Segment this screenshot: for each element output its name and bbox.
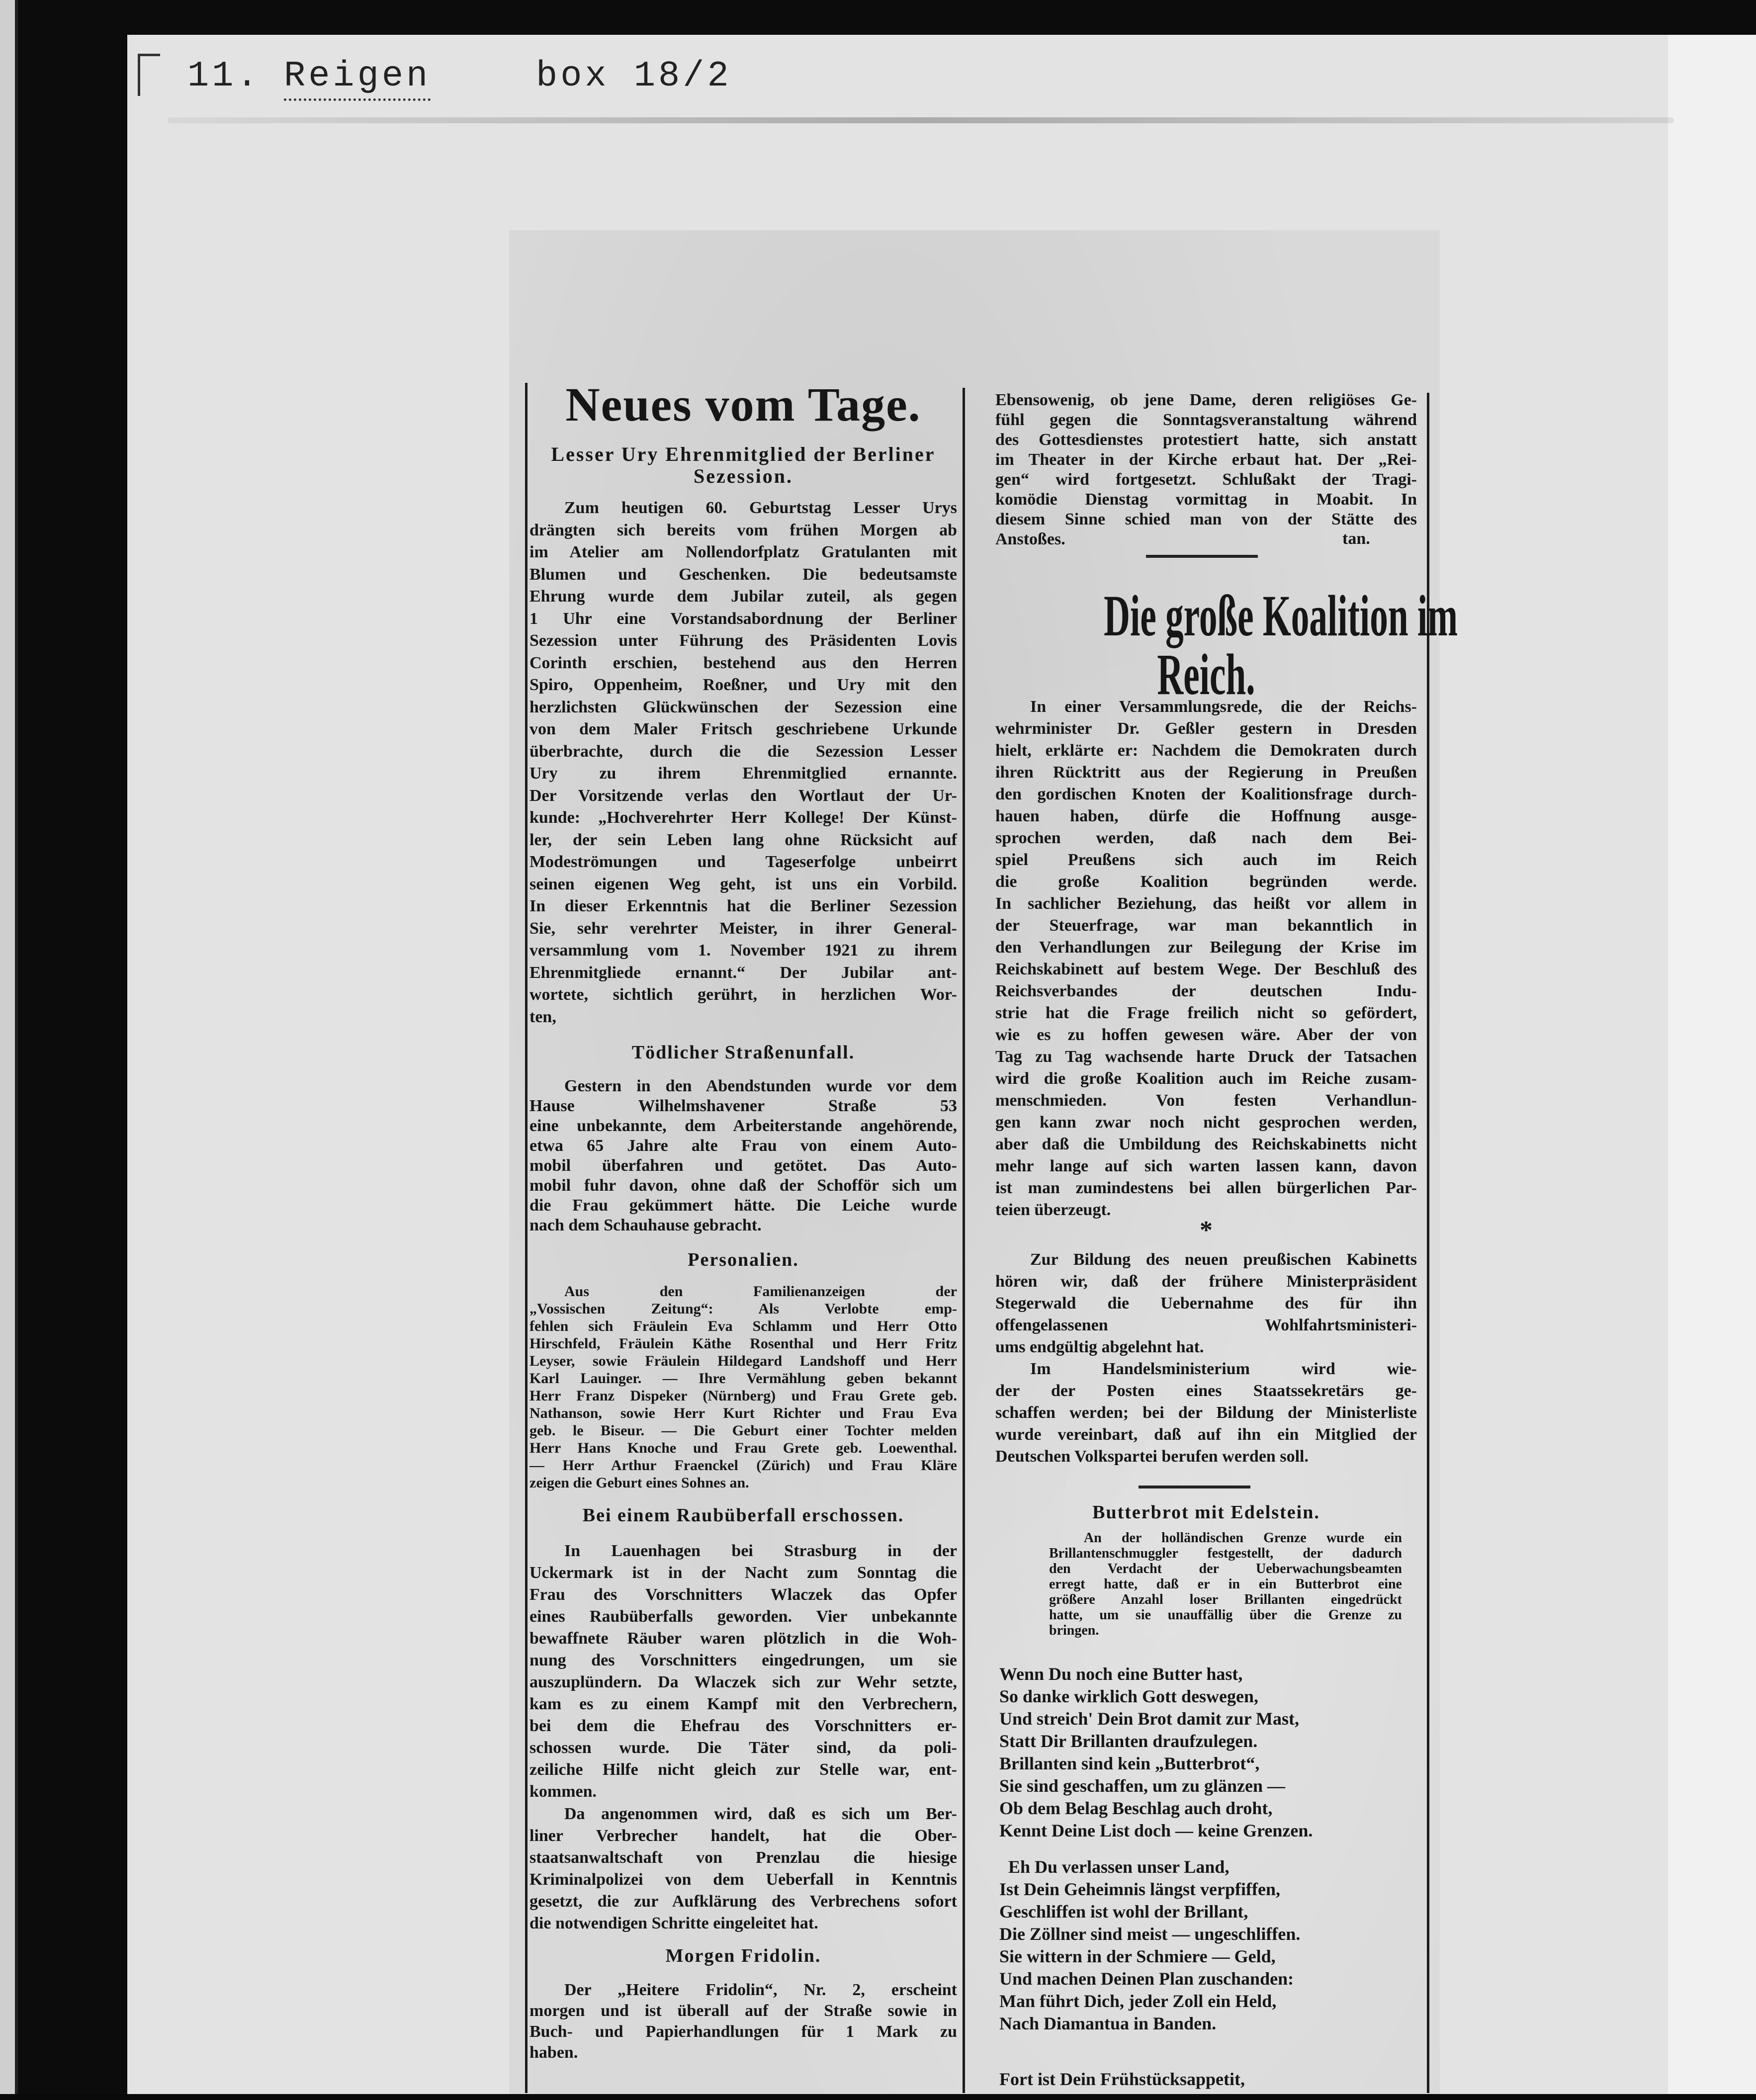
text-line: Ebensowenig, ob jene Dame, deren religiöses Ge- [995, 391, 1417, 409]
text-line: Der Vorsitzende verlas den Wortlaut der Ur- [529, 786, 957, 805]
article-body-personalien [529, 1283, 957, 1491]
text-line: Eh Du verlassen unser Land, [999, 1857, 1229, 1877]
text-line: Stegerwald die Uebernahme des für ihn [995, 1294, 1417, 1312]
text-line: Geschliffen ist wohl der Brillant, [999, 1902, 1248, 1922]
text-line: den Verdacht der Ueberwachungsbeamten [1049, 1561, 1402, 1576]
text-line: bei dem die Ehefrau des Vorschnitters er- [529, 1717, 957, 1735]
text-line: Ehrung wurde dem Jubilar zuteil, als gegen [529, 587, 957, 606]
text-line: Herr Franz Dispeker (Nürnberg) und Frau Grete geb. [529, 1388, 957, 1404]
text-line: die Frau gekümmert hätte. Die Leiche wurde [529, 1196, 957, 1215]
mount-sheet-margin [1668, 35, 1756, 2096]
text-line: der der Posten eines Staatssekretärs ge- [995, 1382, 1417, 1400]
article-divider [1146, 555, 1258, 558]
text-line: mehr lange auf sich warten lassen kann, davon [995, 1157, 1417, 1175]
text-line: im Theater in der Kirche erbaut hat. Der „Rei- [995, 450, 1417, 469]
article-body-fridolin [529, 1980, 957, 2063]
heading-line: Reich. [1157, 642, 1255, 707]
text-line: hauen haben, dürfe die Hoffnung ausge- [995, 807, 1417, 825]
text-line: seinen eigenen Weg geht, ist uns ein Vorbild. [529, 875, 957, 893]
text-line: Uckermark ist in der Nacht zum Sonntag die [529, 1564, 957, 1582]
text-line: ums endgültig abgelehnt hat. [995, 1338, 1204, 1356]
text-line: Brillanten sind kein „Butterbrot“, [999, 1753, 1260, 1773]
article-body-handelsministerium [995, 1358, 1417, 1468]
poem-stanza-1 [999, 1663, 1417, 1842]
text-line: nung des Vorschnitters eingedrungen, um sie [529, 1651, 957, 1669]
text-line: des Gottesdienstes protestiert hatte, sich anstatt [995, 431, 1417, 449]
text-line: Kriminalpolizei von dem Ueberfall in Kenntnis [529, 1870, 957, 1889]
text-line: herzlichsten Glückwünschen der Sezession eine [529, 698, 957, 716]
column-rule-left [525, 383, 527, 2093]
article-intro-butterbrot [1049, 1530, 1402, 1638]
article-divider [1139, 1486, 1250, 1488]
heading-line: Sezession. [694, 465, 793, 487]
text-line: Ist Dein Geheimnis längst verpfiffen, [999, 1879, 1280, 1899]
text-line: kommen. [529, 1782, 597, 1801]
text-line: Buch- und Papierhandlungen für 1 Mark zu [529, 2022, 957, 2041]
text-line: drängten sich bereits vom frühen Morgen ab [529, 521, 957, 539]
article-heading-unfall: Tödlicher Straßenunfall. [631, 1042, 855, 1063]
heading-line: Lesser Ury Ehrenmitglied der Berliner [551, 443, 936, 465]
text-line: Ury zu ihrem Ehrenmitglied ernannte. [529, 764, 957, 783]
text-line: wortete, sichtlich gerührt, in herzlichen Wor- [529, 985, 957, 1004]
text-line: Wenn Du noch eine Butter hast, [999, 1664, 1243, 1684]
text-line: ler, der sein Leben lang ohne Rücksicht auf [529, 830, 957, 849]
text-line: zeiliche Hilfe nicht gleich zur Stelle war, ent- [529, 1760, 957, 1779]
text-line: eine unbekannte, dem Arbeiterstande angehörende, [529, 1117, 957, 1135]
text-line: schaffen werden; bei der Bildung der Ministerliste [995, 1403, 1417, 1422]
text-line: Brillantenschmuggler festgestellt, der dadurch [1049, 1546, 1402, 1561]
text-line: In einer Versammlungsrede, die der Reichs- [1030, 698, 1417, 716]
article-body-koalition [995, 696, 1417, 1221]
text-line: aber daß die Umbildung des Reichskabinetts nicht [995, 1135, 1417, 1153]
text-line: ten, [529, 1007, 556, 1026]
text-line: auszuplündern. Da Wlaczek sich zur Wehr setzte, [529, 1673, 957, 1691]
text-line: menschmieden. Von festen Verhandlun- [995, 1091, 1417, 1110]
text-line: hielt, erklärte er: Nachdem die Demokraten durch [995, 741, 1417, 760]
text-line: — Herr Arthur Fraenckel (Zürich) und Frau Kläre [529, 1457, 957, 1474]
text-line: Nach Diamantua in Banden. [999, 2013, 1217, 2033]
article-body-ury [529, 497, 957, 1028]
text-line: „Vossischen Zeitung“: Als Verlobte emp- [529, 1301, 957, 1317]
author-signature: tan. [1342, 529, 1370, 548]
text-line: bringen. [1049, 1623, 1099, 1638]
text-line: morgen und ist überall auf der Straße sowie in [529, 2002, 957, 2020]
text-line: der Steuerfrage, war man bekanntlich in [995, 916, 1417, 935]
text-line: Und streich' Dein Brot damit zur Mast, [999, 1709, 1299, 1729]
article-heading-butterbrot: Butterbrot mit Edelstein. [1092, 1502, 1320, 1523]
text-line: Und machen Deinen Plan zuschanden: [999, 1969, 1294, 1989]
asterisk-separator: * [1200, 1216, 1213, 1244]
text-line: Man führt Dich, jeder Zoll ein Held, [999, 1991, 1277, 2011]
text-line: mobil überfahren und getötet. Das Auto- [529, 1156, 957, 1175]
text-line: Sie wittern in der Schmiere — Geld, [999, 1946, 1276, 1966]
text-line: kunde: „Hochverehrter Herr Kollege! Der Künst- [529, 808, 957, 827]
text-line: Anstoßes. [995, 530, 1065, 548]
article-heading-personalien: Personalien. [688, 1249, 799, 1270]
text-line: gen kann zwar noch nicht gesprochen werden, [995, 1113, 1417, 1132]
text-line: erregt hatte, daß er in ein Butterbrot eine [1049, 1576, 1402, 1592]
text-line: Hirschfeld, Fräulein Käthe Rosenthal und Herr Fritz [529, 1335, 957, 1352]
text-line: Der „Heitere Fridolin“, Nr. 2, erscheint [564, 1981, 957, 1999]
text-line: wie es zu hoffen gewesen wäre. Aber der von [995, 1026, 1417, 1044]
text-line: diesem Sinne schied man von der Stätte des [995, 510, 1417, 528]
text-line: wird die große Koalition auch im Reiche zusam- [995, 1069, 1417, 1088]
text-line: kam es zu einem Kampf mit den Verbrechern, [529, 1695, 957, 1713]
text-line: eines Raubüberfalls geworden. Vier unbekannte [529, 1607, 957, 1626]
text-line: den Verhandlungen zur Beilegung der Krise im [995, 938, 1417, 957]
text-line: teien überzeugt. [995, 1201, 1111, 1219]
folder-number: 11. [187, 56, 261, 96]
text-line: wehrminister Dr. Geßler gestern in Dresden [995, 719, 1417, 738]
text-line: In dieser Erkenntnis hat die Berliner Sezession [529, 897, 957, 915]
text-line: Spiro, Oppenheim, Roeßner, und Ury mit den [529, 676, 957, 694]
text-line: Ehrenmitgliede ernannt.“ Der Jubilar ant- [529, 963, 957, 982]
text-line: überbrachte, durch die die Sezession Lesser [529, 742, 957, 761]
text-line: ist man zumindestens bei allen bürgerlichen Par- [995, 1179, 1417, 1197]
text-line: gen“ wird fortgesetzt. Schlußakt der Tragi- [995, 470, 1417, 489]
text-line: Gestern in den Abendstunden wurde vor dem [564, 1077, 957, 1095]
section-title: Neues vom Tage. [565, 378, 921, 431]
text-line: Aus den Familienanzeigen der [564, 1283, 957, 1300]
text-line: fühl gegen die Sonntagsveranstaltung während [995, 411, 1417, 429]
text-line: Sezession unter Führung des Präsidenten Lovis [529, 631, 957, 650]
text-line: Nathanson, sowie Herr Kurt Richter und Frau Eva [529, 1405, 957, 1421]
article-body-kabinett [995, 1249, 1417, 1358]
text-line: In sachlicher Beziehung, das heißt vor allem in [995, 894, 1417, 913]
text-line: Reichskabinett auf bestem Wege. Der Beschluß des [995, 960, 1417, 978]
text-line: Statt Dir Brillanten draufzulegen. [999, 1731, 1258, 1751]
text-line: sprochen werden, daß nach dem Bei- [995, 829, 1417, 847]
text-line: Corinth erschien, bestehend aus den Herren [529, 653, 957, 672]
text-line: haben. [529, 2043, 578, 2062]
article-continuation-reigen [995, 390, 1417, 549]
text-line: Zur Bildung des neuen preußischen Kabinetts [1030, 1250, 1417, 1269]
text-line: komödie Dienstag vormittag in Moabit. In [995, 490, 1417, 509]
article-heading-ury [529, 443, 957, 487]
article-body-unfall [529, 1076, 957, 1235]
text-line: gesetzt, die zur Aufklärung des Verbrechens sofort [529, 1892, 957, 1911]
text-line: die große Koalition begründen werde. [995, 873, 1417, 891]
poem-stanza-3 [999, 2068, 1417, 2091]
text-line: Sie, sehr verehrter Meister, in ihrer General- [529, 919, 957, 938]
text-line: Ob dem Belag Beschlag auch droht, [999, 1798, 1273, 1818]
text-line: die notwendigen Schritte eingeleitet hat. [529, 1914, 818, 1932]
text-line: nach dem Schauhause gebracht. [529, 1216, 762, 1234]
text-line: den gordischen Knoten der Koalitionsfrage durch- [995, 785, 1417, 803]
text-line: schossen wurde. Die Täter sind, da poli- [529, 1739, 957, 1757]
text-line: 1 Uhr eine Vorstandsabordnung der Berliner [529, 609, 957, 628]
text-line: Tag zu Tag wachsende harte Druck der Tatsachen [995, 1048, 1417, 1066]
text-line: In Lauenhagen bei Strasburg in der [564, 1542, 957, 1560]
text-line: Frau des Vorschnitters Wlaczek das Opfer [529, 1585, 957, 1604]
text-line: wurde vereinbart, daß auf ihn ein Mitglied der [995, 1425, 1417, 1444]
article-heading-fridolin: Morgen Fridolin. [665, 1945, 821, 1966]
text-line: Leyser, sowie Fräulein Hildegard Landshoff und Herr [529, 1353, 957, 1369]
text-line: Kennt Deine List doch — keine Grenzen. [999, 1821, 1313, 1840]
text-line: staatsanwaltschaft von Prenzlau die hiesige [529, 1848, 957, 1867]
text-line: fehlen sich Fräulein Eva Schlamm und Herr Otto [529, 1318, 957, 1334]
text-line: So danke wirklich Gott deswegen, [999, 1686, 1259, 1706]
text-line: geb. le Biseur. — Die Geburt einer Tochter melden [529, 1422, 957, 1439]
text-line: im Atelier am Nollendorfplatz Gratulanten mit [529, 543, 957, 561]
text-line: spiel Preußens sich auch im Reich [995, 851, 1417, 869]
folder-title: Reigen [284, 56, 431, 101]
text-line: strie hat die Frage freilich nicht so gefördert, [995, 1004, 1417, 1022]
heading-line: Die große Koalition im [1104, 583, 1458, 648]
text-line: Reichsverbandes der deutschen Indu- [995, 982, 1417, 1000]
text-line: Fort ist Dein Frühstücksappetit, [999, 2069, 1245, 2089]
text-line: hören wir, daß der frühere Ministerpräsident [995, 1272, 1417, 1291]
corner-bracket-mark [138, 54, 160, 96]
text-line: von dem Maler Fritsch geschriebene Urkunde [529, 720, 957, 738]
text-line: etwa 65 Jahre alte Frau von einem Auto- [529, 1137, 957, 1155]
text-line: Blumen und Geschenken. Die bedeutsamste [529, 565, 957, 584]
adjacent-page-edge [0, 0, 18, 2100]
scan-smudge [168, 117, 1674, 123]
text-line: Deutschen Volkspartei berufen werden soll. [995, 1447, 1309, 1466]
text-line: zeigen die Geburt eines Sohnes an. [529, 1475, 749, 1491]
article-body-raubueberfall-2 [529, 1803, 957, 1934]
text-line: Sie sind geschaffen, um zu glänzen — [999, 1776, 1286, 1796]
text-line: Hause Wilhelmshavener Straße 53 [529, 1097, 957, 1115]
column-rule-middle [963, 388, 965, 2093]
text-line: größere Anzahl loser Brillanten eingedrückt [1049, 1592, 1402, 1607]
text-line: An der holländischen Grenze wurde ein [1084, 1530, 1402, 1546]
text-line: liner Verbrecher handelt, hat die Ober- [529, 1827, 957, 1845]
box-label: box 18/2 [536, 56, 732, 96]
text-line: bewaffnete Räuber waren plötzlich in die Woh- [529, 1629, 957, 1648]
text-line: versammlung vom 1. November 1921 zu ihrem [529, 941, 957, 960]
article-heading-raubueberfall: Bei einem Raubüberfall erschossen. [582, 1505, 904, 1526]
text-line: ihren Rücktritt aus der Regierung in Preußen [995, 763, 1417, 782]
poem-stanza-2 [999, 1856, 1417, 2035]
text-line: Da angenommen wird, daß es sich um Ber- [564, 1805, 957, 1823]
text-line: Die Zöllner sind meist — ungeschliffen. [999, 1924, 1301, 1944]
text-line: hatte, um sie unauffällig über die Grenze zu [1049, 1607, 1402, 1623]
text-line: offengelassenen Wohlfahrtsministeri- [995, 1316, 1417, 1334]
article-body-raubueberfall-1 [529, 1540, 957, 1803]
scan-bottom-edge [0, 2094, 1756, 2100]
text-line: Im Handelsministerium wird wie- [1030, 1360, 1417, 1378]
text-line: mobil fuhr davon, ohne daß der Schofför sich um [529, 1176, 957, 1195]
text-line: Modeströmungen und Tageserfolge unbeirrt [529, 853, 957, 871]
text-line: Herr Hans Knoche und Frau Grete geb. Loewenthal. [529, 1440, 957, 1456]
text-line: Karl Lauinger. — Ihre Vermählung geben bekannt [529, 1370, 957, 1387]
text-line: Zum heutigen 60. Geburtstag Lesser Urys [564, 499, 957, 517]
